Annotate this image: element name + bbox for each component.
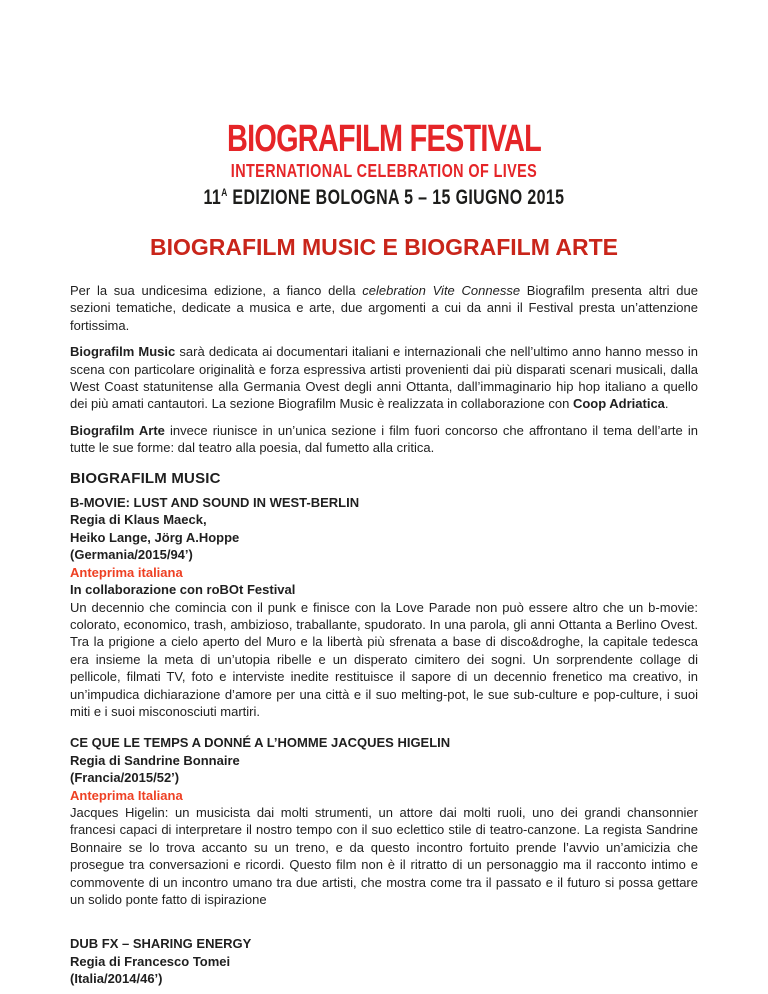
film-country-year: (Italia/2014/46’): [70, 971, 163, 987]
film-entry-b-movie: [70, 494, 698, 720]
intro-p3-text: invece riunisce in un’unica sezione i film fuori concorso che affrontano il tema dell’arte in tutte le sue forme: dal teatro alla poesia, dal fumetto alla critica.: [70, 422, 699, 456]
film-title: CE QUE LE TEMPS A DONNÉ A L’HOMME JACQUES HIGELIN: [70, 735, 451, 751]
film-title: B-MOVIE: LUST AND SOUND IN WEST-BERLIN: [70, 495, 360, 511]
intro-paragraph-1: [70, 282, 698, 334]
film-director-2: Heiko Lange, Jörg A.Hoppe: [70, 529, 240, 545]
document-body: [70, 282, 698, 988]
film-country-year: (Germania/2015/94’): [70, 547, 193, 563]
film-director: Regia di Klaus Maeck,: [70, 512, 207, 528]
film-description: Jacques Higelin: un musicista dai molti strumenti, un attore dai molti ruoli, uno dei grandi chansonnier francesi capaci di interpretare il nostro tempo con il suo eclettico stile di teatro-canzone. La regista Sandrine Bonnaire se lo trova accanto su un treno, e da questo incontro fortuito prende l’avvio un’amicizia che prosegue tra conversazioni e ricordi. Questo film non è il ritratto di un personaggio ma il racconto intimo e commovente di un incontro umano tra due artisti, che mostra come tra il passato e il futuro si possa gettare un solido ponte fatto di ispirazione: [70, 804, 698, 907]
film-title: DUB FX – SHARING ENERGY: [70, 936, 252, 952]
section-heading-biografilm-music: BIOGRAFILM MUSIC: [70, 469, 221, 487]
logo-edition: [92, 187, 676, 208]
film-premiere-badge: Anteprima Italiana: [70, 787, 183, 803]
intro-p1-text: Per la sua undicesima edizione, a fianco della: [70, 283, 363, 298]
logo-edition-rest: EDIZIONE BOLOGNA 5 – 15 GIUGNO 2015: [227, 186, 565, 209]
film-entry-jacques-higelin: [70, 734, 698, 908]
logo-edition-sup: A: [221, 187, 228, 199]
intro-paragraph-3: [70, 422, 698, 457]
intro-p1-text-2: Biografilm presenta altri due sezioni tematiche, dedicate a musica e arte, due argomenti a cui da anni il Festival presta un’attenzione fortissima.: [70, 283, 698, 333]
intro-p2-text: sarà dedicata ai documentari italiani e internazionali che nell’ultimo anno hanno messo in scena con particolare originalità e forza espressiva artisti provenienti dai più disparati scenari musicali, dalla West Coast statunitense alla Germania Ovest degli anni Ottanta, dall’immaginario hip hop italiano a quello dei più amati cantautori. La sezione Biografilm Music è realizzata in collaborazione con: [70, 344, 698, 412]
intro-p2-bold-2: Coop Adriatica: [572, 396, 665, 412]
logo-edition-number: 11: [203, 186, 222, 209]
intro-paragraph-2: [70, 343, 698, 413]
film-description: Un decennio che comincia con il punk e finisce con la Love Parade non può essere altro che un b-movie: colorato, economico, trash, ambizioso, traballante, spudorato. In una parola, gli anni Ottanta a Berlino Ovest. Tra la prigione a cielo aperto del Muro e la libertà più sfrenata a base di disco&droghe, la capitale tedesca era insieme la meta di un’utopia ribelle e un disperato cimitero dei sogni. Un sorprendente collage di pellicole, filmati TV, foto e interviste inedite restituisce il sapore di un decennio frenetico ma creativo, in un’impudica dichiarazione d’amore per una città e il suo melting-pot, le sue sub-culture e pop-culture, i suoi miti e i suoi misconosciuti martiri.: [70, 599, 698, 719]
intro-p1-italic: celebration Vite Connesse: [362, 283, 521, 298]
film-director: Regia di Francesco Tomei: [70, 953, 231, 969]
film-collaboration: In collaborazione con roBOt Festival: [70, 582, 296, 598]
intro-p3-bold: Biografilm Arte: [70, 422, 165, 438]
logo-subtitle: INTERNATIONAL CELEBRATION OF LIVES: [230, 161, 538, 181]
logo-title: BIOGRAFILM FESTIVAL: [227, 118, 541, 160]
page-title: BIOGRAFILM MUSIC E BIOGRAFILM ARTE: [149, 234, 619, 260]
film-director: Regia di Sandrine Bonnaire: [70, 752, 240, 768]
festival-logo: [0, 0, 768, 208]
film-entry-dub-fx: [70, 935, 698, 987]
intro-p2-bold: Biografilm Music: [70, 344, 176, 360]
intro-p2-text-2: .: [664, 396, 669, 412]
film-country-year: (Francia/2015/52’): [70, 770, 180, 786]
film-premiere-badge: Anteprima italiana: [70, 564, 183, 580]
